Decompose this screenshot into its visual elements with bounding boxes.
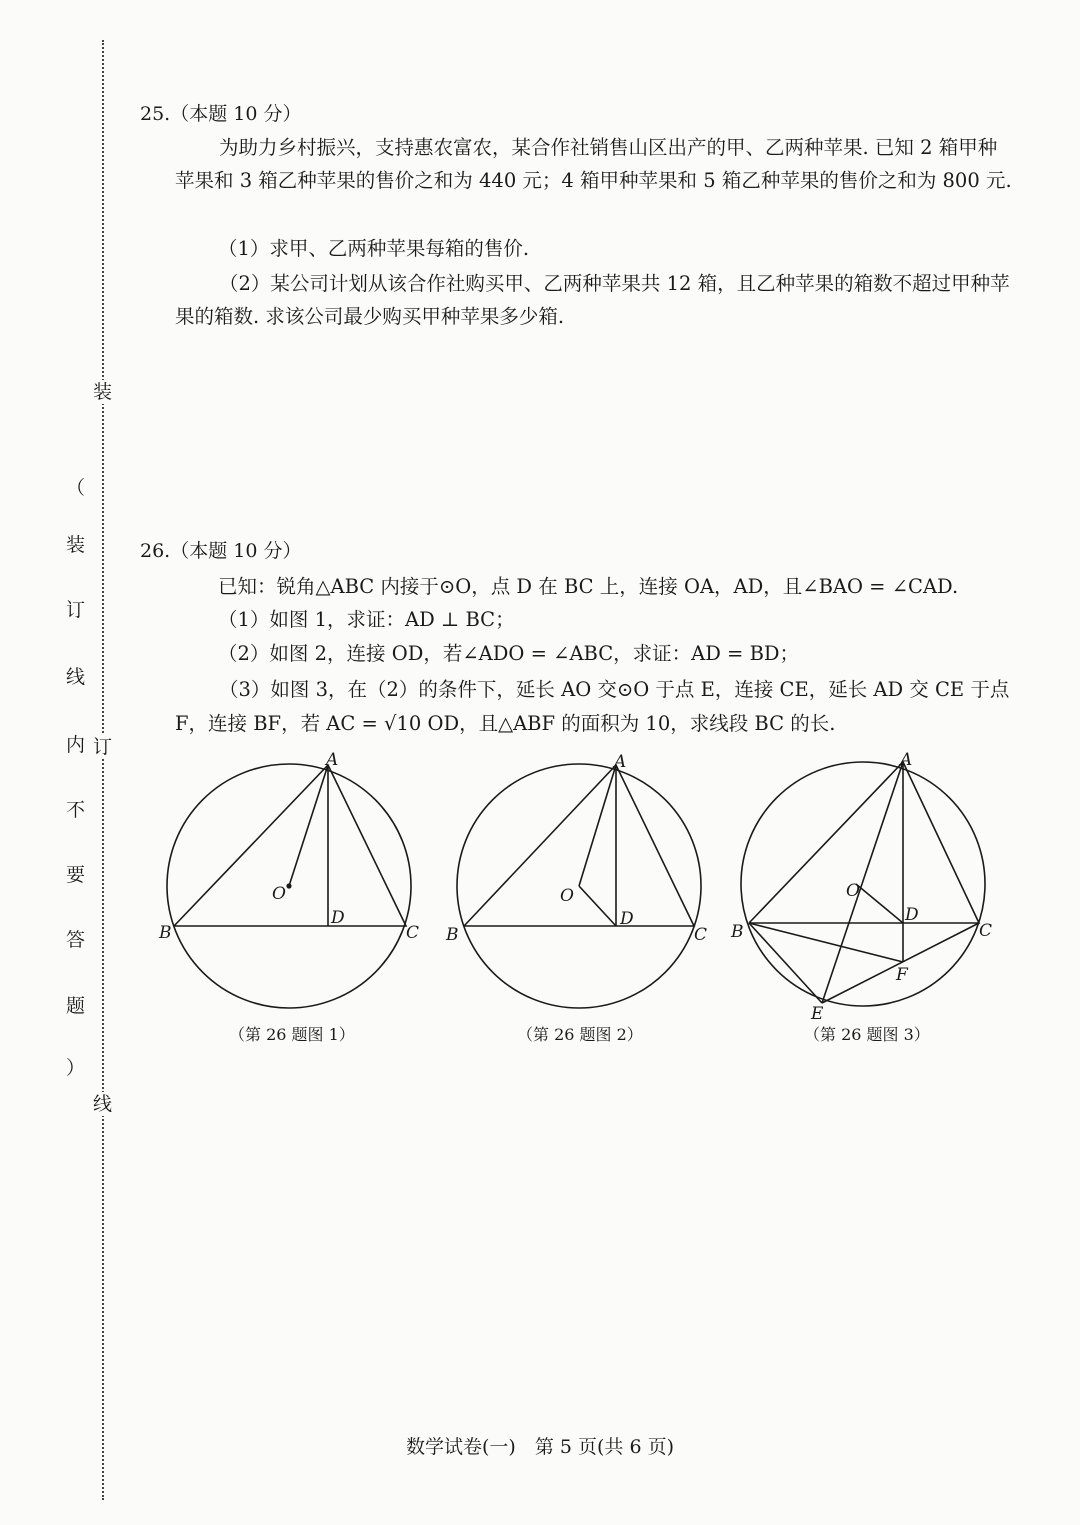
q25-part2: （2）某公司计划从该合作社购买甲、乙两种苹果共 12 箱，且乙种苹果的箱数不超过甲种苹果的箱数. 求该公司最少购买甲种苹果多少箱. [175,272,1010,328]
fig3-segment-be [749,923,822,1003]
fig1-label-o: O [272,884,286,904]
fig1-label-d: D [331,908,345,928]
q26-part1: （1）如图 1，求证：AD ⊥ BC； [218,608,515,631]
notice-char: 答 [66,929,86,951]
q26-part2: （2）如图 2，连接 OD，若∠ADO = ∠ABC，求证：AD = BD； [218,642,800,665]
fig1-triangle [174,765,406,926]
fig2-triangle [464,765,694,926]
figure-3 [725,745,1005,1025]
notice-char: 装 [66,534,86,556]
notice-char: 线 [66,666,86,688]
notice-char: ） [66,1057,86,1079]
fig3-triangle [749,762,979,923]
fig3-segment-ae [822,762,903,1003]
fig3-circle [741,762,985,1006]
binding-char-xian: 线 [93,1093,113,1115]
fig2-label-o: O [560,886,574,906]
fig2-segment-od [579,886,616,926]
fig2-caption: （第 26 题图 2） [517,1025,643,1044]
fig1-label-a: A [326,750,339,770]
fig2-segment-ao [579,765,616,886]
fig3-label-e: E [811,1004,824,1024]
q25-intro: 为助力乡村振兴，支持惠农富农，某合作社销售山区出产的甲、乙两种苹果. 已知 2 箱甲种苹果和 3 箱乙种苹果的售价之和为 440 元；4 箱甲种苹果和 5 箱乙种苹果的售价之和为 800 元. [175,136,1012,192]
fig2-label-d: D [620,909,634,929]
fig3-caption: （第 26 题图 3） [804,1025,930,1044]
notice-char: 订 [66,599,86,621]
fig3-segment-bf [749,923,903,962]
fig3-label-d: D [905,905,919,925]
q26-intro: 已知：锐角△ABC 内接于⊙O，点 D 在 BC 上，连接 OA，AD，且∠BAO = ∠CAD. [218,575,959,598]
figure-1 [150,745,430,1025]
fig3-label-b: B [731,922,744,942]
fig3-label-c: C [979,921,993,941]
fig1-label-b: B [159,923,172,943]
q26-part3: （3）如图 3，在（2）的条件下，延长 AO 交⊙O 于点 E，连接 CE，延长 AD 交 CE 于点 F，连接 BF，若 AC = √10 OD，且△ABF 的面积为 10，求线段 BC 的长. [175,678,1010,735]
fig1-caption: （第 26 题图 1） [229,1025,355,1044]
notice-char: 不 [66,799,86,821]
notice-char: （ [66,477,86,499]
notice-char: 要 [66,864,86,886]
fig3-label-o: O [846,881,860,901]
fig1-center-dot [286,883,291,888]
fig2-label-a: A [614,752,627,772]
page-footer: 数学试卷(一) 第 5 页(共 6 页) [406,1436,674,1458]
q26-header: 26.（本题 10 分） [140,540,302,562]
figure-2 [440,745,720,1025]
notice-char: 内 [66,734,86,756]
notice-char: 题 [66,995,86,1017]
fig3-label-f: F [896,965,908,985]
fig3-label-a: A [900,750,913,770]
fig2-label-c: C [694,925,708,945]
fig1-label-c: C [406,923,420,943]
binding-char-ding: 订 [93,736,113,758]
fig2-label-b: B [446,925,459,945]
q25-header: 25.（本题 10 分） [140,103,302,125]
q25-part1: （1）求甲、乙两种苹果每箱的售价. [218,237,530,260]
binding-dotted-line [102,40,104,1500]
fig1-segment-ao [289,765,328,886]
fig3-segment-od [856,884,903,923]
binding-char-zhuang: 装 [93,381,113,403]
